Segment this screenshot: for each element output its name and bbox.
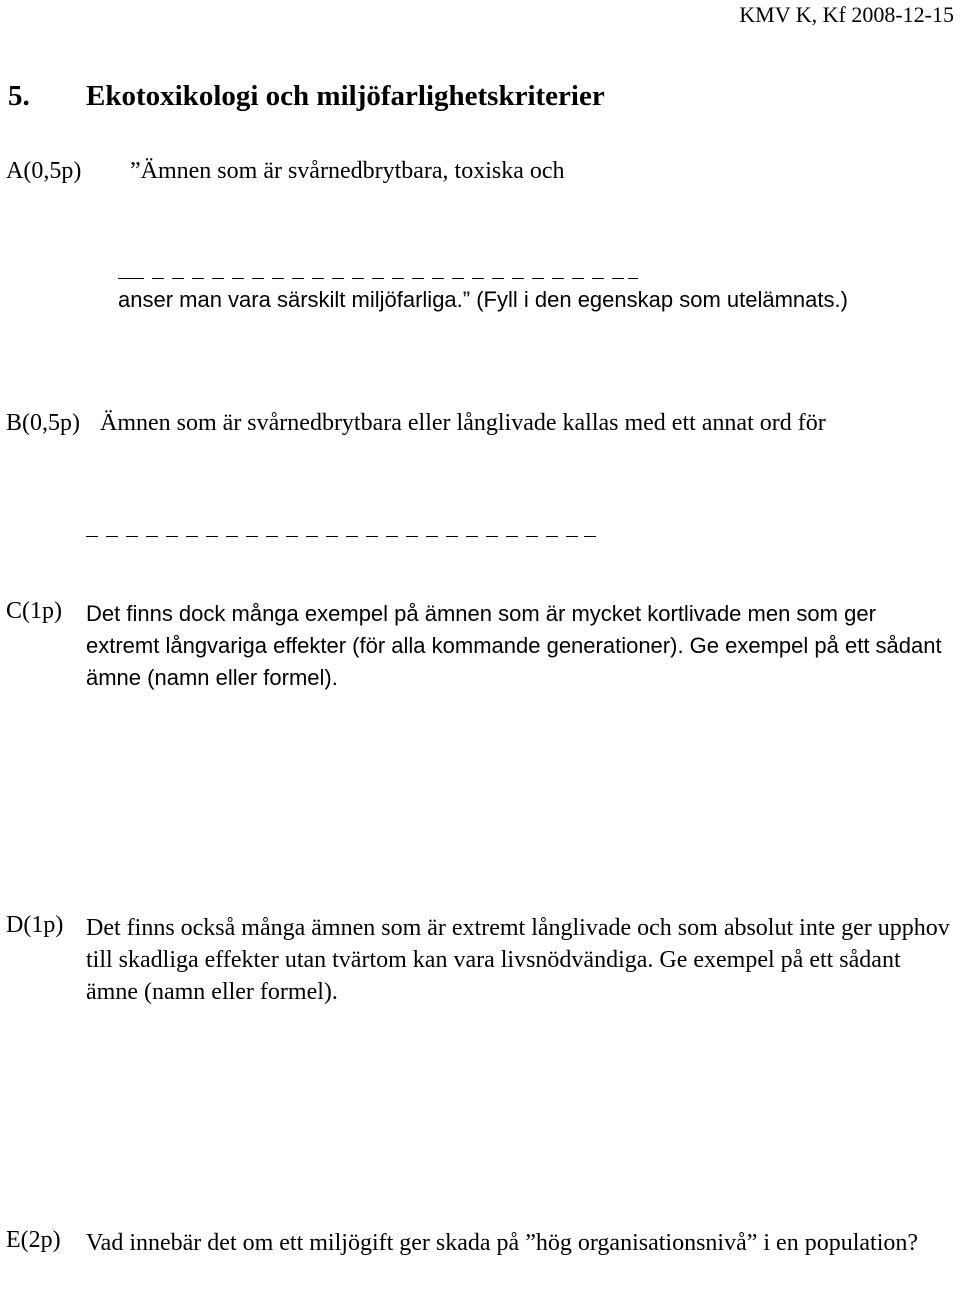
question-c-text: Det finns dock många exempel på ämnen som är mycket kortlivade men som ger extremt långvariga effekter (för alla kommande generationer). Ge exempel på ett sådant ämne (namn eller formel). xyxy=(86,601,942,690)
question-d-text: Det finns också många ämnen som är extremt långlivade och som absolut inte ger upphov till skadliga effekter utan tvärtom kan vara livsnödvändiga. Ge exempel på ett sådant ämne (namn eller formel). xyxy=(86,915,950,1005)
header-reference: KMV K, Kf 2008-12-15 xyxy=(739,2,954,27)
question-e-label: E(2p) xyxy=(6,1227,61,1253)
section-title: Ekotoxikologi och miljöfarlighetskriterier xyxy=(86,80,605,112)
section-number: 5. xyxy=(8,80,30,112)
question-d-label: D(1p) xyxy=(6,912,64,938)
question-a-line2: anser man vara särskilt miljöfarliga.” (Fyll i den egenskap som utelämnats.) xyxy=(118,287,848,312)
question-b-text: Ämnen som är svårnedbrytbara eller långlivade kallas med ett annat ord för xyxy=(100,410,826,436)
section-heading xyxy=(8,80,605,113)
question-a-line1: ”Ämnen som är svårnedbrytbara, toxiska och xyxy=(130,158,565,184)
question-a-label: A(0,5p) xyxy=(6,158,82,184)
question-e-text: Vad innebär det om ett miljögift ger skada på ”hög organisationsnivå” i en population? xyxy=(86,1230,919,1256)
question-b-label: B(0,5p) xyxy=(6,410,80,436)
question-c-label: C(1p) xyxy=(6,598,62,624)
